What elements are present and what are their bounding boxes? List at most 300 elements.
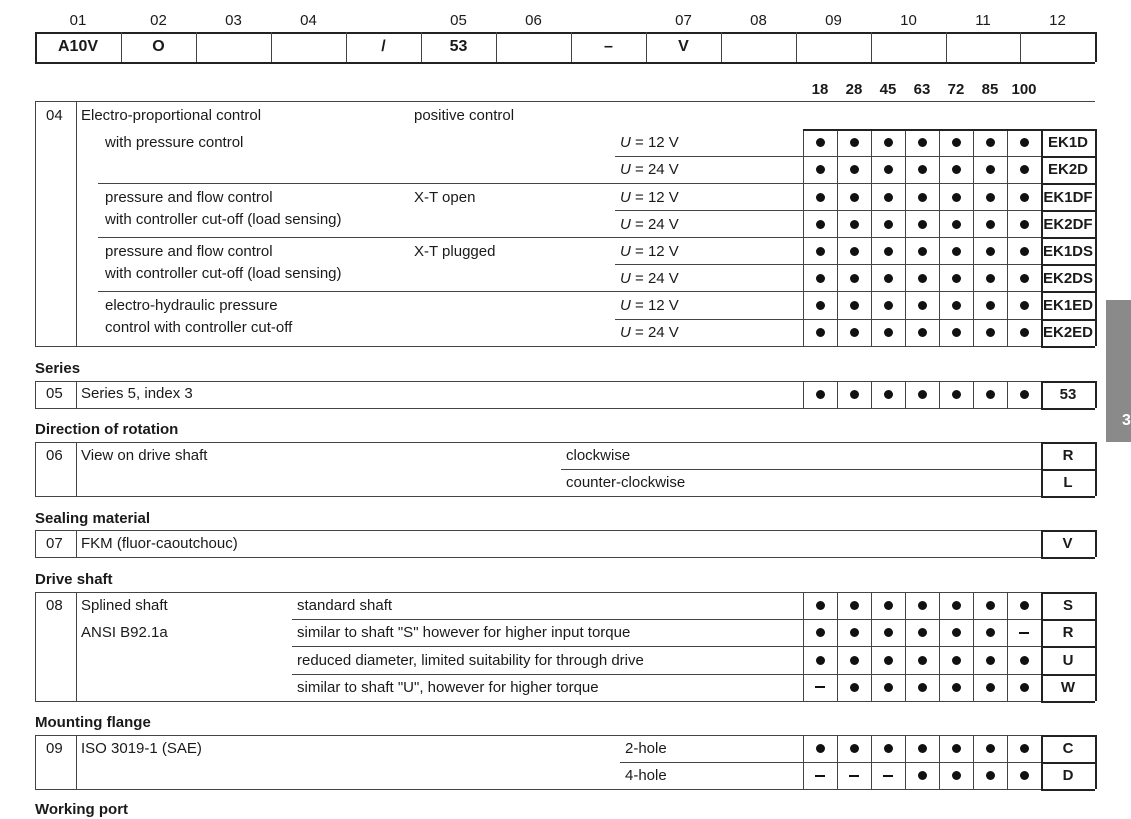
availability-dot xyxy=(1020,165,1029,174)
voltage xyxy=(620,243,679,261)
availability-dot xyxy=(884,274,893,283)
grid-line xyxy=(871,592,872,701)
position-number: 04 xyxy=(300,12,317,29)
drive-shaft-label: Splined shaft xyxy=(81,597,168,614)
availability-dot xyxy=(952,274,961,283)
grid-line xyxy=(1041,408,1095,410)
grid-line xyxy=(620,762,1041,763)
grid-line xyxy=(35,62,1095,64)
availability-dot xyxy=(1020,390,1029,399)
availability-dot xyxy=(816,247,825,256)
shaft-option: reduced diameter, limited suitability for through drive xyxy=(297,651,644,669)
grid-line xyxy=(76,735,77,789)
grid-line xyxy=(803,592,1041,593)
grid-line xyxy=(973,381,974,408)
order-code: W xyxy=(1060,678,1076,696)
grid-line xyxy=(796,32,797,62)
availability-dot xyxy=(986,274,995,283)
availability-dot xyxy=(816,220,825,229)
flange-option: 4-hole xyxy=(625,767,667,784)
voltage xyxy=(620,134,679,152)
mounting-label: ISO 3019-1 (SAE) xyxy=(81,740,202,757)
heading-sealing: Sealing material xyxy=(35,510,151,527)
grid-line xyxy=(946,32,947,62)
availability-dot xyxy=(986,601,995,610)
grid-line xyxy=(905,592,906,701)
grid-line xyxy=(1041,557,1095,559)
availability-dot xyxy=(850,328,859,337)
grid-line xyxy=(837,381,838,408)
availability-dot xyxy=(850,683,859,692)
grid-line xyxy=(35,701,1041,702)
voltage-symbol: U xyxy=(620,189,631,206)
availability-dot xyxy=(816,628,825,637)
shaft-option: similar to shaft "S" however for higher input torque xyxy=(297,624,631,642)
availability-dot xyxy=(850,138,859,147)
availability-dot xyxy=(986,656,995,665)
position-number: 03 xyxy=(225,12,242,29)
grid-line xyxy=(1041,346,1095,348)
availability-dot xyxy=(1020,274,1029,283)
grid-line xyxy=(76,381,77,408)
grid-line xyxy=(803,592,804,701)
availability-dot xyxy=(816,274,825,283)
size-label: 63 xyxy=(913,81,931,98)
heading-series: Series xyxy=(35,360,81,377)
position-number: 12 xyxy=(1049,12,1066,29)
grid-line xyxy=(76,530,77,557)
grid-line xyxy=(1007,381,1008,408)
grid-line xyxy=(76,442,77,496)
availability-dot xyxy=(952,301,961,310)
availability-dot xyxy=(884,744,893,753)
voltage xyxy=(620,297,679,315)
not-available-dash xyxy=(1019,632,1029,634)
size-label: 18 xyxy=(811,81,829,98)
grid-line xyxy=(939,735,940,789)
voltage-value: = 12 V xyxy=(635,189,679,206)
grid-line xyxy=(196,32,197,62)
grid-line xyxy=(35,381,1041,382)
grid-line xyxy=(1041,156,1095,158)
availability-dot xyxy=(850,220,859,229)
grid-line xyxy=(1041,701,1095,703)
availability-dot xyxy=(918,683,927,692)
availability-dot xyxy=(816,744,825,753)
group-label-line2: control with controller cut-off xyxy=(105,319,293,336)
grid-line xyxy=(1041,237,1095,239)
voltage-value: = 12 V xyxy=(635,134,679,151)
order-code: EK1ED xyxy=(1042,297,1094,314)
availability-dot xyxy=(884,656,893,665)
shaft-option: similar to shaft "U", however for higher torque xyxy=(297,678,599,696)
grid-line xyxy=(646,32,647,62)
availability-dot xyxy=(918,656,927,665)
grid-line xyxy=(939,381,940,408)
availability-dot xyxy=(918,274,927,283)
voltage-symbol: U xyxy=(620,324,631,341)
availability-dot xyxy=(952,220,961,229)
grid-line xyxy=(35,789,1041,790)
voltage xyxy=(620,216,679,234)
availability-dot xyxy=(884,193,893,202)
not-available-dash xyxy=(849,775,859,777)
availability-dot xyxy=(1020,247,1029,256)
availability-dot xyxy=(816,165,825,174)
position-number: 02 xyxy=(150,12,167,29)
availability-dot xyxy=(1020,656,1029,665)
availability-dot xyxy=(952,165,961,174)
grid-line xyxy=(35,735,1041,736)
grid-line xyxy=(1095,381,1097,408)
availability-dot xyxy=(952,390,961,399)
group-label: pressure and flow control xyxy=(105,243,273,260)
grid-line xyxy=(35,32,1095,34)
voltage xyxy=(620,270,679,288)
availability-dot xyxy=(952,193,961,202)
section-number: 08 xyxy=(46,597,63,614)
grid-line xyxy=(271,32,272,62)
grid-line xyxy=(1095,530,1097,557)
shaft-option: standard shaft xyxy=(297,597,393,614)
size-label: 72 xyxy=(947,81,965,98)
grid-line xyxy=(1041,381,1095,383)
voltage-value: = 12 V xyxy=(635,243,679,260)
availability-dot xyxy=(952,628,961,637)
grid-line xyxy=(1095,32,1097,62)
grid-line xyxy=(803,381,804,408)
grid-line xyxy=(421,32,422,62)
grid-line xyxy=(1041,530,1095,532)
grid-line xyxy=(35,530,1041,531)
not-available-dash xyxy=(883,775,893,777)
grid-line xyxy=(615,156,1041,157)
grid-line xyxy=(346,32,347,62)
availability-dot xyxy=(952,683,961,692)
position-number: 06 xyxy=(525,12,542,29)
availability-dot xyxy=(850,274,859,283)
flange-option: 2-hole xyxy=(625,740,667,757)
grid-line xyxy=(615,319,1041,320)
availability-dot xyxy=(816,601,825,610)
availability-dot xyxy=(986,771,995,780)
availability-dot xyxy=(816,301,825,310)
availability-dot xyxy=(986,744,995,753)
availability-dot xyxy=(918,247,927,256)
availability-dot xyxy=(918,301,927,310)
grid-line xyxy=(1095,592,1097,701)
availability-dot xyxy=(850,628,859,637)
availability-dot xyxy=(952,138,961,147)
grid-line xyxy=(1041,291,1095,293)
grid-line xyxy=(803,735,804,789)
availability-dot xyxy=(918,771,927,780)
series-label: Series 5, index 3 xyxy=(81,385,193,402)
order-code: C xyxy=(1062,740,1074,757)
availability-dot xyxy=(884,165,893,174)
size-label: 100 xyxy=(1011,81,1037,98)
not-available-dash xyxy=(815,686,825,688)
grid-line xyxy=(1041,646,1095,648)
size-label: 45 xyxy=(879,81,897,98)
code-cell: O xyxy=(152,38,165,55)
voltage-symbol: U xyxy=(620,134,631,151)
availability-dot xyxy=(816,328,825,337)
grid-line xyxy=(76,101,77,346)
availability-dot xyxy=(952,744,961,753)
voltage-value: = 24 V xyxy=(635,161,679,178)
grid-line xyxy=(837,735,838,789)
section-number: 09 xyxy=(46,740,63,757)
grid-line xyxy=(98,237,1041,238)
availability-dot xyxy=(816,390,825,399)
group-note: X-T open xyxy=(414,189,476,206)
grid-line xyxy=(35,557,1041,558)
availability-dot xyxy=(986,390,995,399)
rotation-option: clockwise xyxy=(566,447,631,464)
group-label: electro-hydraulic pressure xyxy=(105,297,278,314)
grid-line xyxy=(35,101,1095,102)
availability-dot xyxy=(1020,683,1029,692)
grid-line xyxy=(292,646,1041,647)
grid-line xyxy=(721,32,722,62)
grid-line xyxy=(1041,469,1095,471)
availability-dot xyxy=(850,301,859,310)
voltage-value: = 12 V xyxy=(635,297,679,314)
availability-dot xyxy=(918,138,927,147)
grid-line xyxy=(973,735,974,789)
voltage-value: = 24 V xyxy=(635,324,679,341)
voltage xyxy=(620,161,679,179)
availability-dot xyxy=(918,220,927,229)
availability-dot xyxy=(986,301,995,310)
availability-dot xyxy=(816,193,825,202)
code-cell: / xyxy=(381,38,386,55)
availability-dot xyxy=(952,771,961,780)
position-number: 09 xyxy=(825,12,842,29)
section-number: 07 xyxy=(46,535,63,552)
grid-line xyxy=(1041,264,1095,266)
availability-dot xyxy=(986,247,995,256)
heading-drive-shaft: Drive shaft xyxy=(35,571,113,588)
grid-line xyxy=(76,592,77,701)
group-label: pressure and flow control xyxy=(105,189,273,206)
voltage-symbol: U xyxy=(620,161,631,178)
availability-dot xyxy=(884,138,893,147)
availability-dot xyxy=(952,247,961,256)
order-code: L xyxy=(1063,474,1073,491)
code-cell: A10V xyxy=(57,38,99,55)
availability-dot xyxy=(986,683,995,692)
rotation-label: View on drive shaft xyxy=(81,447,208,464)
availability-dot xyxy=(884,328,893,337)
availability-dot xyxy=(850,247,859,256)
grid-line xyxy=(35,442,36,496)
grid-line xyxy=(1041,210,1095,212)
availability-dot xyxy=(850,193,859,202)
order-code: EK2ED xyxy=(1042,324,1094,341)
grid-line xyxy=(1041,442,1095,444)
grid-line xyxy=(1041,319,1095,321)
order-code: D xyxy=(1062,767,1074,784)
grid-line xyxy=(35,346,1041,347)
availability-dot xyxy=(1020,771,1029,780)
chapter-tab-label: 3 xyxy=(1122,412,1131,429)
grid-line xyxy=(35,592,36,701)
group-label: with pressure control xyxy=(105,134,244,151)
availability-dot xyxy=(918,628,927,637)
position-number: 10 xyxy=(900,12,917,29)
availability-dot xyxy=(816,138,825,147)
availability-dot xyxy=(1020,301,1029,310)
availability-dot xyxy=(1020,328,1029,337)
grid-line xyxy=(561,469,1041,470)
grid-line xyxy=(35,32,37,62)
order-code: V xyxy=(1062,535,1073,552)
availability-dot xyxy=(986,165,995,174)
size-label: 85 xyxy=(981,81,999,98)
voltage xyxy=(620,324,679,342)
availability-dot xyxy=(986,628,995,637)
availability-dot xyxy=(952,656,961,665)
order-code: EK2DS xyxy=(1042,270,1094,287)
grid-line xyxy=(98,183,1041,184)
availability-dot xyxy=(884,390,893,399)
position-number: 01 xyxy=(69,12,87,29)
availability-dot xyxy=(986,138,995,147)
voltage-symbol: U xyxy=(620,216,631,233)
grid-line xyxy=(1095,442,1097,496)
grid-line xyxy=(35,381,36,408)
grid-line xyxy=(98,291,1041,292)
grid-line xyxy=(1007,592,1008,701)
availability-dot xyxy=(918,390,927,399)
heading-working-port: Working port xyxy=(35,801,129,818)
availability-dot xyxy=(1020,601,1029,610)
grid-line xyxy=(871,381,872,408)
grid-line xyxy=(292,619,1041,620)
grid-line xyxy=(1095,129,1097,346)
grid-line xyxy=(871,735,872,789)
grid-line xyxy=(1041,592,1095,594)
availability-dot xyxy=(986,328,995,337)
grid-line xyxy=(35,735,36,789)
availability-dot xyxy=(850,656,859,665)
grid-line xyxy=(1095,735,1097,789)
grid-line xyxy=(35,101,36,346)
grid-line xyxy=(1041,381,1043,408)
grid-line xyxy=(496,32,497,62)
availability-dot xyxy=(1020,220,1029,229)
grid-line xyxy=(939,592,940,701)
grid-line xyxy=(615,264,1041,265)
voltage-symbol: U xyxy=(620,243,631,260)
rotation-option: counter-clockwise xyxy=(566,474,686,491)
order-code: EK1D xyxy=(1047,134,1088,151)
section-number: 06 xyxy=(46,447,63,464)
grid-line xyxy=(35,530,36,557)
availability-dot xyxy=(952,601,961,610)
availability-dot xyxy=(884,220,893,229)
grid-line xyxy=(837,592,838,701)
drive-shaft-standard: ANSI B92.1a xyxy=(81,624,168,641)
availability-dot xyxy=(1020,744,1029,753)
availability-dot xyxy=(986,193,995,202)
section-number: 05 xyxy=(46,385,63,402)
group-note: X-T plugged xyxy=(414,243,496,260)
position-number: 07 xyxy=(675,12,692,29)
grid-line xyxy=(1007,735,1008,789)
availability-dot xyxy=(1020,193,1029,202)
grid-line xyxy=(1041,674,1095,676)
availability-dot xyxy=(918,328,927,337)
availability-dot xyxy=(850,744,859,753)
heading-rotation: Direction of rotation xyxy=(35,421,179,438)
voltage-value: = 24 V xyxy=(635,270,679,287)
section-number: 04 xyxy=(46,107,63,124)
grid-line xyxy=(1041,762,1095,764)
order-code: EK1DS xyxy=(1042,243,1094,260)
availability-dot xyxy=(884,301,893,310)
availability-dot xyxy=(918,193,927,202)
availability-dot xyxy=(918,165,927,174)
size-label: 28 xyxy=(845,81,863,98)
voltage xyxy=(620,189,679,207)
section-subtitle: positive control xyxy=(414,107,515,124)
availability-dot xyxy=(884,683,893,692)
order-code: EK2D xyxy=(1047,161,1088,178)
grid-line xyxy=(35,496,1041,497)
order-code: EK2DF xyxy=(1043,216,1093,233)
group-label-line2: with controller cut-off (load sensing) xyxy=(105,211,342,228)
grid-line xyxy=(1041,735,1095,737)
availability-dot xyxy=(850,165,859,174)
grid-line xyxy=(615,210,1041,211)
availability-dot xyxy=(850,390,859,399)
availability-dot xyxy=(884,601,893,610)
section-title: Electro-proportional control xyxy=(81,107,262,124)
availability-dot xyxy=(918,744,927,753)
position-number: 11 xyxy=(975,12,991,29)
availability-dot xyxy=(986,220,995,229)
order-code: R xyxy=(1062,447,1074,464)
code-cell: 53 xyxy=(449,38,468,55)
grid-line xyxy=(1041,530,1043,557)
availability-dot xyxy=(850,601,859,610)
order-code: 53 xyxy=(1059,386,1077,403)
grid-line xyxy=(905,735,906,789)
sealing-label: FKM (fluor-caoutchouc) xyxy=(81,535,238,552)
grid-line xyxy=(1041,496,1095,498)
grid-line xyxy=(571,32,572,62)
code-cell: V xyxy=(678,38,689,55)
grid-line xyxy=(803,129,1095,131)
voltage-symbol: U xyxy=(620,297,631,314)
availability-dot xyxy=(884,247,893,256)
availability-dot xyxy=(1020,138,1029,147)
grid-line xyxy=(292,674,1041,675)
voltage-value: = 24 V xyxy=(635,216,679,233)
grid-line xyxy=(1041,789,1095,791)
availability-dot xyxy=(884,628,893,637)
grid-line xyxy=(1041,619,1095,621)
grid-line xyxy=(35,408,1041,409)
grid-line xyxy=(1020,32,1021,62)
voltage-symbol: U xyxy=(620,270,631,287)
grid-line xyxy=(871,32,872,62)
grid-line xyxy=(35,442,1041,443)
order-code: S xyxy=(1062,597,1073,614)
